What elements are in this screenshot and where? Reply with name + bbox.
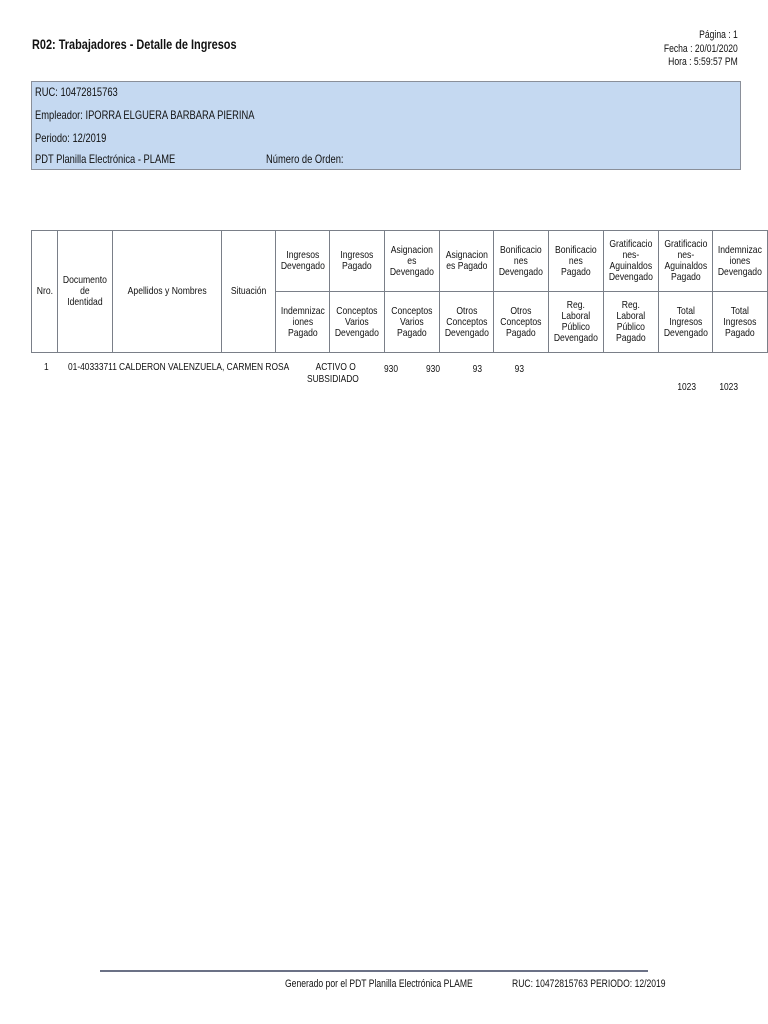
footer-generated: Generado por el PDT Planilla Electrónica PLAME	[285, 978, 473, 990]
page-number: Página : 1	[699, 29, 738, 41]
footer-ruc-period: RUC: 10472815763 PERIODO: 12/2019	[512, 978, 666, 990]
header-bottom-cell: Conceptos Varios Pagado	[385, 292, 440, 353]
header-top-cell: Asignacion es Pagado	[439, 231, 494, 292]
header-top-cell: Ingresos Devengado	[275, 231, 330, 292]
header-top-cell: Asignacion es Devengado	[385, 231, 440, 292]
employer-info-box	[31, 81, 741, 170]
header-situation: Situación	[222, 231, 275, 353]
header-top-cell: Ingresos Pagado	[330, 231, 385, 292]
period-line: Periodo: 12/2019	[35, 131, 107, 145]
row-ingresos-devengado: 930	[383, 363, 398, 375]
header-top-cell: Bonificacio nes Pagado	[549, 231, 604, 292]
row-nro: 1	[44, 361, 49, 373]
order-number-label: Número de Orden:	[266, 152, 344, 166]
report-date: Fecha : 20/01/2020	[664, 42, 738, 55]
row-situation: ACTIVO O SUBSIDIADO	[307, 361, 359, 385]
report-title: R02: Trabajadores - Detalle de Ingresos	[32, 36, 237, 52]
row-document: 01-40333711	[68, 361, 117, 373]
footer-divider	[100, 970, 648, 972]
employer-line: Empleador: IPORRA ELGUERA BARBARA PIERINA	[35, 108, 255, 122]
header-bottom-cell: Conceptos Varios Devengado	[330, 292, 385, 353]
header-nro: Nro.	[32, 231, 58, 353]
row-total-pagado: 1023	[719, 381, 738, 393]
row-total-devengado: 1023	[677, 381, 696, 393]
row-name: CALDERON VALENZUELA, CARMEN ROSA	[119, 361, 290, 373]
row-ingresos-pagado: 930	[425, 363, 440, 375]
header-top-cell: Gratificacio nes- Aguinaldos Devengado	[603, 231, 658, 292]
report-meta	[664, 29, 738, 70]
header-bottom-cell: Total Ingresos Devengado	[658, 292, 713, 353]
header-bottom-cell: Otros Conceptos Devengado	[439, 292, 494, 353]
plame-line: PDT Planilla Electrónica - PLAME	[35, 152, 176, 166]
header-name: Apellidos y Nombres	[113, 231, 222, 353]
row-asignaciones-pagado: 93	[514, 363, 524, 375]
header-bottom-cell: Total Ingresos Pagado	[713, 292, 768, 353]
header-top-cell: Bonificacio nes Devengado	[494, 231, 549, 292]
income-table-header	[31, 230, 768, 353]
report-time: Hora : 5:59:57 PM	[668, 56, 738, 68]
header-top-cell: Indemnizac iones Devengado	[713, 231, 768, 292]
header-document: Documento de Identidad	[58, 231, 113, 353]
header-bottom-cell: Indemnizac iones Pagado	[275, 292, 330, 353]
header-top-cell: Gratificacio nes- Aguinaldos Pagado	[658, 231, 713, 292]
ruc-line: RUC: 10472815763	[35, 85, 118, 99]
header-bottom-cell: Reg. Laboral Público Pagado	[603, 292, 658, 353]
header-bottom-cell: Otros Conceptos Pagado	[494, 292, 549, 353]
row-asignaciones-devengado: 93	[472, 363, 482, 375]
header-bottom-cell: Reg. Laboral Público Devengado	[549, 292, 604, 353]
